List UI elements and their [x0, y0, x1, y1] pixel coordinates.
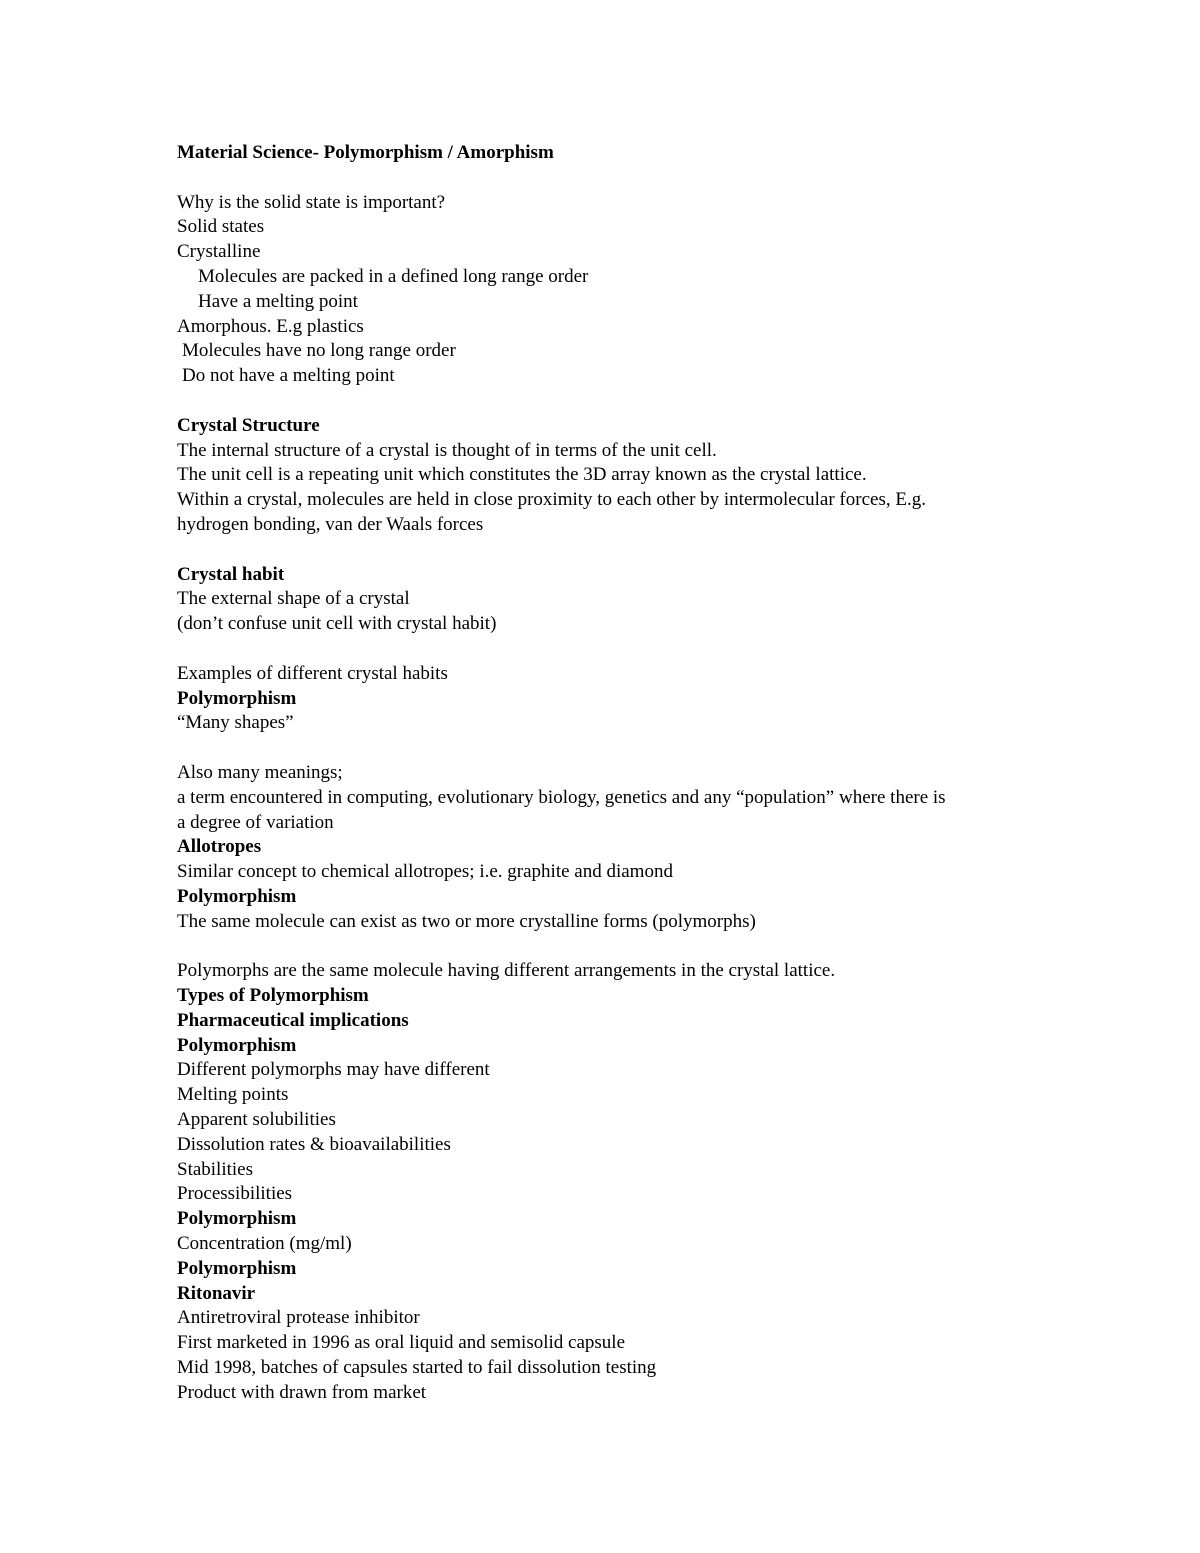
spacer: [177, 736, 1137, 761]
amorphous-point-2: Do not have a melting point: [182, 365, 395, 387]
polymorphism-heading: Polymorphism: [177, 1257, 297, 1279]
examples-line: Examples of different crystal habits: [177, 662, 448, 684]
polymorphism-heading: Polymorphism: [177, 1034, 297, 1056]
ritonavir-line: Antiretroviral protease inhibitor: [177, 1307, 420, 1329]
meanings-line-2: a term encountered in computing, evolutionary biology, genetics and any “population” where there is: [177, 786, 946, 808]
list-item: Melting points: [177, 1084, 289, 1106]
ritonavir-line: First marketed in 1996 as oral liquid and semisolid capsule: [177, 1332, 626, 1354]
polymorphs-line: Polymorphs are the same molecule having different arrangements in the crystal lattice.: [177, 960, 836, 982]
intro-question: Why is the solid state is important?: [177, 191, 446, 213]
spacer: [177, 538, 1137, 563]
polymorphs-intro: Different polymorphs may have different: [177, 1059, 490, 1081]
spacer: [177, 935, 1137, 960]
spacer: [177, 637, 1137, 662]
allotropes-line: Similar concept to chemical allotropes; i.e. graphite and diamond: [177, 861, 673, 883]
crystal-structure-line-1: The internal structure of a crystal is thought of in terms of the unit cell.: [177, 439, 717, 461]
crystal-structure-line-2: The unit cell is a repeating unit which constitutes the 3D array known as the crystal lattice.: [177, 464, 867, 486]
crystalline-point-1: Molecules are packed in a defined long range order: [198, 265, 589, 287]
spacer: [177, 166, 1137, 191]
amorphous-point-1: Molecules have no long range order: [182, 340, 456, 362]
polymorphism-heading: Polymorphism: [177, 1208, 297, 1230]
list-item: Stabilities: [177, 1158, 253, 1180]
crystalline-line: Crystalline: [177, 241, 261, 263]
many-shapes-quote: “Many shapes”: [177, 712, 294, 734]
polymorphism-heading: Polymorphism: [177, 687, 297, 709]
document-page: [177, 141, 1137, 1406]
crystal-habit-heading: Crystal habit: [177, 563, 285, 585]
ritonavir-line: Mid 1998, batches of capsules started to fail dissolution testing: [177, 1357, 657, 1379]
meanings-line-1: Also many meanings;: [177, 761, 343, 783]
ritonavir-heading: Ritonavir: [177, 1282, 256, 1304]
solid-states-line: Solid states: [177, 216, 265, 238]
meanings-line-3: a degree of variation: [177, 811, 334, 833]
crystal-structure-heading: Crystal Structure: [177, 414, 320, 436]
pharmaceutical-implications-heading: Pharmaceutical implications: [177, 1009, 409, 1031]
crystal-habit-line-2: (don’t confuse unit cell with crystal habit): [177, 613, 497, 635]
types-of-polymorphism-heading: Types of Polymorphism: [177, 985, 369, 1007]
list-item: Processibilities: [177, 1183, 293, 1205]
concentration-line: Concentration (mg/ml): [177, 1233, 352, 1255]
crystal-structure-line-3: Within a crystal, molecules are held in close proximity to each other by intermolecular forces, E.g.: [177, 489, 926, 511]
list-item: Apparent solubilities: [177, 1109, 336, 1131]
list-item: Dissolution rates & bioavailabilities: [177, 1133, 451, 1155]
amorphous-line: Amorphous. E.g plastics: [177, 315, 364, 337]
crystalline-point-2: Have a melting point: [198, 290, 358, 312]
allotropes-heading: Allotropes: [177, 836, 262, 858]
document-title: Material Science- Polymorphism / Amorphism: [177, 142, 554, 163]
crystal-habit-line-1: The external shape of a crystal: [177, 588, 410, 610]
crystal-structure-line-4: hydrogen bonding, van der Waals forces: [177, 513, 484, 535]
polymorphism-definition: The same molecule can exist as two or more crystalline forms (polymorphs): [177, 910, 756, 932]
polymorphism-heading: Polymorphism: [177, 885, 297, 907]
spacer: [177, 389, 1137, 414]
ritonavir-line: Product with drawn from market: [177, 1381, 427, 1403]
